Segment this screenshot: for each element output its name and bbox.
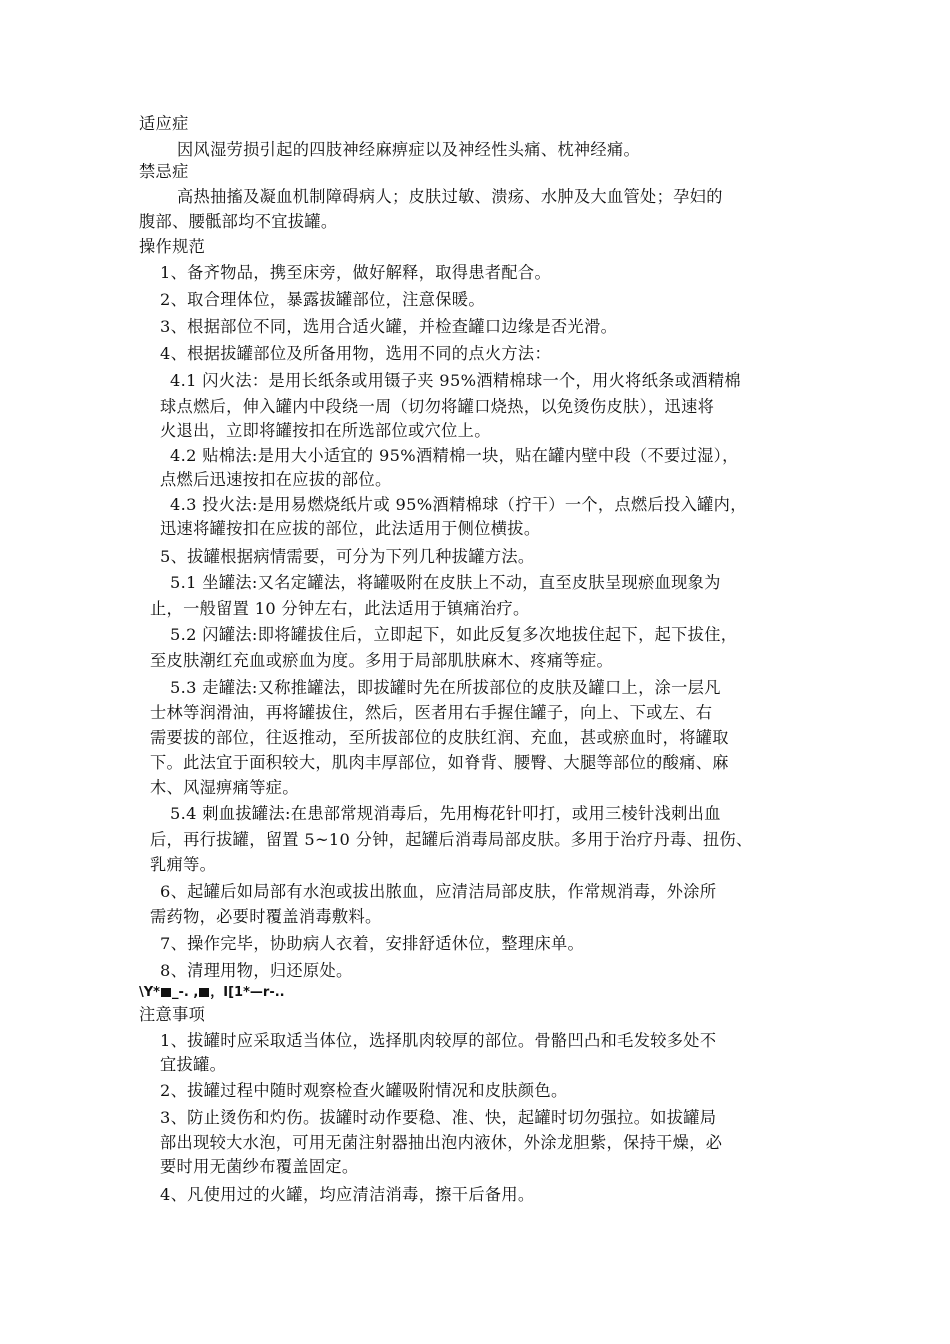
procedure-line: 5.3 走罐法:又称推罐法，即拔罐时先在所拔部位的皮肤及罐口上，涂一层凡 xyxy=(170,678,721,697)
procedure-line: 需药物，必要时覆盖消毒敷料。 xyxy=(150,907,382,926)
procedure-line: 木、风湿痹痛等症。 xyxy=(150,778,299,797)
precautions-line: 3、防止烫伤和灼伤。拔罐时动作要稳、准、快，起罐时切勿强拉。如拔罐局 xyxy=(160,1108,717,1127)
section-heading-indications: 适应症 xyxy=(139,114,189,133)
contraindications-line: 腹部、腰骶部均不宜拔罐。 xyxy=(139,212,338,231)
precautions-line: 1、拔罐时应采取适当体位，选择肌肉较厚的部位。骨骼凹凸和毛发较多处不 xyxy=(160,1031,717,1050)
procedure-line: 4、根据拔罐部位及所备用物，选用不同的点火方法： xyxy=(160,344,552,363)
procedure-line: 3、根据部位不同，选用合适火罐，并检查罐口边缘是否光滑。 xyxy=(160,317,618,336)
section-heading-procedure: 操作规范 xyxy=(139,237,206,256)
indications-line: 因风湿劳损引起的四肢神经麻痹症以及神经性头痛、枕神经痛。 xyxy=(177,140,641,159)
procedure-line: 球点燃后，伸入罐内中段绕一周（切勿将罐口烧热，以免烫伤皮肤），迅速将 xyxy=(160,397,715,416)
precautions-line: 4、凡使用过的火罐，均应清洁消毒，擦干后备用。 xyxy=(160,1185,535,1204)
procedure-line: 点燃后迅速按扣在应拔的部位。 xyxy=(160,470,392,489)
precautions-line: 2、拔罐过程中随时观察检查火罐吸附情况和皮肤颜色。 xyxy=(160,1081,568,1100)
precautions-line: 要时用无菌纱布覆盖固定。 xyxy=(160,1157,359,1176)
scan-artifact-text xyxy=(139,984,285,1002)
procedure-line: 8、清理用物，归还原处。 xyxy=(160,961,353,980)
procedure-line: 5.4 刺血拔罐法:在患部常规消毒后，先用梅花针叩打，或用三棱针浅刺出血 xyxy=(170,804,721,823)
procedure-line: 后，再行拔罐，留置 5~10 分钟，起罐后消毒局部皮肤。多用于治疗丹毒、扭伤、 xyxy=(150,830,753,849)
scan-artifact-part: _-. , xyxy=(171,985,199,1000)
procedure-line: 下。此法宜于面积较大，肌肉丰厚部位，如脊背、腰臀、大腿等部位的酸痛、麻 xyxy=(150,753,729,772)
procedure-line: 需要拔的部位，往返推动，至所拔部位的皮肤红润、充血，甚或瘀血时，将罐取 xyxy=(150,728,729,747)
procedure-line: 5.1 坐罐法:又名定罐法，将罐吸附在皮肤上不动，直至皮肤呈现瘀血现象为 xyxy=(170,573,721,592)
procedure-line: 2、取合理体位，暴露拔罐部位，注意保暖。 xyxy=(160,290,485,309)
scan-artifact-part: ，I[1*—r-.. xyxy=(210,985,285,1000)
procedure-line: 4.1 闪火法：是用长纸条或用镊子夹 95%酒精棉球一个，用火将纸条或酒精棉 xyxy=(170,371,741,390)
scan-artifact-block xyxy=(199,988,209,997)
procedure-line: 火退出，立即将罐按扣在所选部位或穴位上。 xyxy=(160,421,491,440)
procedure-line: 5、拔罐根据病情需要，可分为下列几种拔罐方法。 xyxy=(160,547,535,566)
procedure-line: 乳痈等。 xyxy=(150,855,217,874)
procedure-line: 4.3 投火法:是用易燃烧纸片或 95%酒精棉球（拧干）一个，点燃后投入罐内， xyxy=(170,495,747,514)
scan-artifact-block xyxy=(161,988,171,997)
procedure-line: 1、备齐物品，携至床旁，做好解释，取得患者配合。 xyxy=(160,263,552,282)
contraindications-line: 高热抽搐及凝血机制障碍病人；皮肤过敏、溃疡、水肿及大血管处；孕妇的 xyxy=(177,187,723,206)
procedure-line: 士林等润滑油，再将罐拔住，然后，医者用右手握住罐子，向上、下或左、右 xyxy=(150,703,713,722)
procedure-line: 4.2 贴棉法:是用大小适宜的 95%酒精棉一块，贴在罐内壁中段（不要过湿）， xyxy=(170,446,739,465)
procedure-line: 至皮肤潮红充血或瘀血为度。多用于局部肌肤麻木、疼痛等症。 xyxy=(150,651,614,670)
procedure-line: 6、起罐后如局部有水泡或拔出脓血，应清洁局部皮肤，作常规消毒，外涂所 xyxy=(160,882,717,901)
precautions-line: 宜拔罐。 xyxy=(160,1055,227,1074)
scan-artifact-part: \Y* xyxy=(139,985,160,1000)
procedure-line: 5.2 闪罐法:即将罐拔住后，立即起下，如此反复多次地拔住起下，起下拔住， xyxy=(170,625,738,644)
procedure-line: 7、操作完毕，协助病人衣着，安排舒适休位，整理床单。 xyxy=(160,934,585,953)
section-heading-precautions: 注意事项 xyxy=(139,1005,206,1024)
precautions-line: 部出现较大水泡，可用无菌注射器抽出泡内液休，外涂龙胆紫，保持干燥，必 xyxy=(160,1133,723,1152)
section-heading-contraindications: 禁忌症 xyxy=(139,162,189,181)
procedure-line: 止，一般留置 10 分钟左右，此法适用于镇痛治疗。 xyxy=(150,599,530,618)
procedure-line: 迅速将罐按扣在应拔的部位，此法适用于侧位横拔。 xyxy=(160,519,541,538)
